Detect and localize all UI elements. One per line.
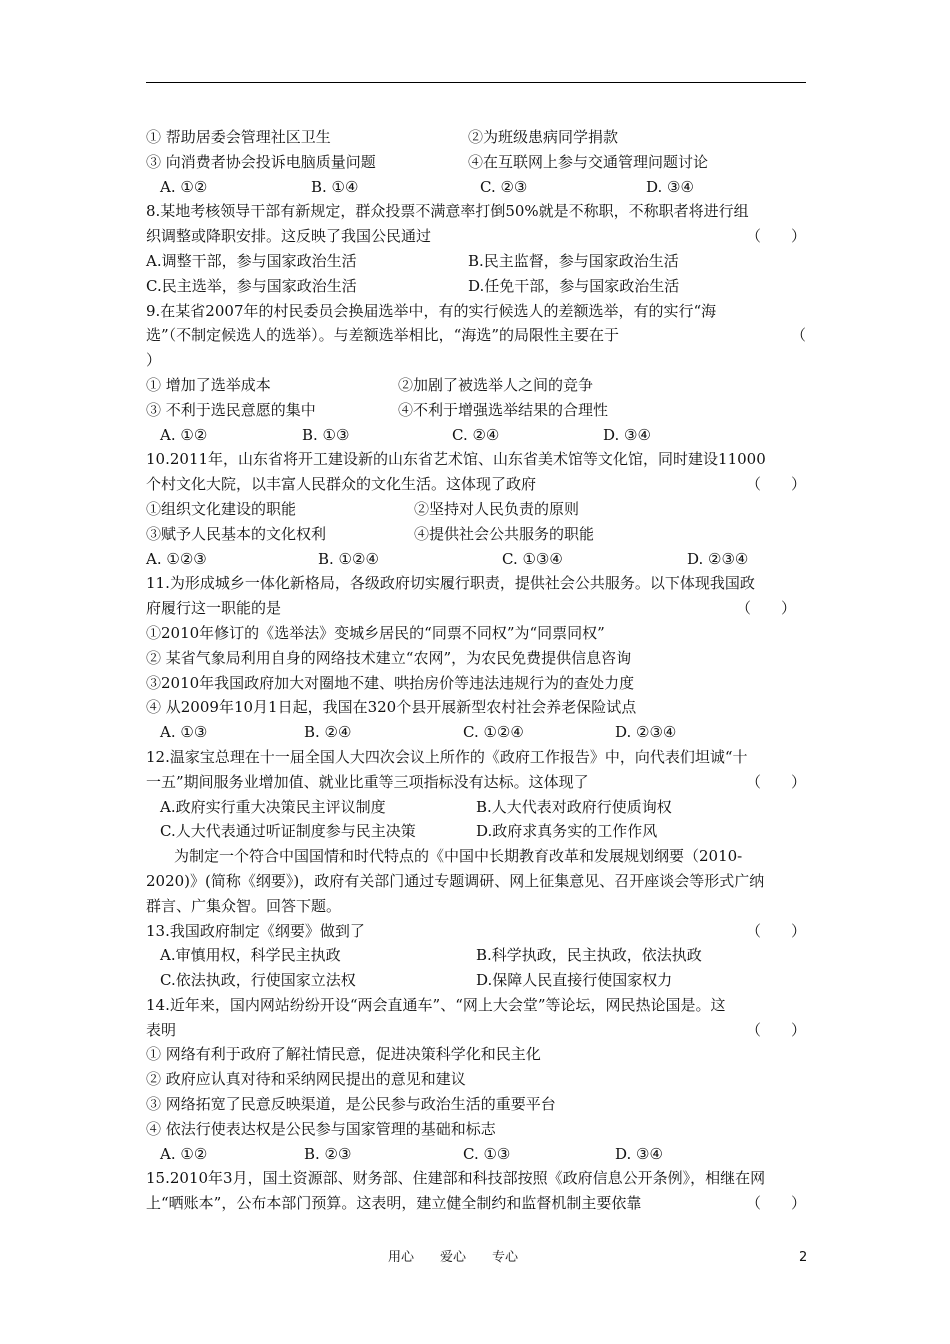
- option-cell: A.审慎用权，科学民主执政: [160, 946, 341, 965]
- text-line: [146, 869, 806, 894]
- option-cell: C. ①③: [463, 1144, 511, 1163]
- line-text: 织调整或降职安排。这反映了我国公民通过: [146, 227, 432, 246]
- option-cell: C.人大代表通过听证制度参与民主决策: [160, 822, 416, 841]
- text-line: [146, 1067, 806, 1092]
- option-cell: ④不利于增强选举结果的合理性: [398, 400, 609, 419]
- option-cell: ③ 不利于选民意愿的集中: [146, 400, 316, 419]
- option-cell: ③ 向消费者协会投诉电脑质量问题: [146, 152, 376, 171]
- text-line: [146, 621, 806, 646]
- option-cell: ②为班级患病同学捐款: [468, 128, 619, 146]
- option-cell: A. ①③: [160, 723, 208, 742]
- option-cell: D. ②③④: [687, 549, 749, 568]
- option-cell: C.依法执政，行使国家立法权: [160, 971, 356, 990]
- line-text: ③ 网络拓宽了民意反映渠道，是公民参与政治生活的重要平台: [146, 1095, 556, 1114]
- text-line: [146, 224, 806, 249]
- line-text: 13.我国政府制定《纲要》做到了: [146, 921, 365, 940]
- option-cell: B. ①④: [311, 177, 359, 196]
- option-cell: B.科学执政，民主执政，依法执政: [476, 946, 702, 965]
- line-text: ④ 依法行使表达权是公民参与国家管理的基础和标志: [146, 1119, 496, 1138]
- line-text: ② 政府应认真对待和采纳网民提出的意见和建议: [146, 1070, 466, 1089]
- line-text: 2020)》(简称《纲要》)，政府有关部门通过专题调研、网上征集意见、召开座谈会等形式广纳: [146, 871, 765, 890]
- page-number: 2: [799, 1250, 808, 1265]
- line-text: 群言、广集众智。回答下题。: [146, 896, 342, 915]
- option-cell: D. ②③④: [615, 723, 677, 742]
- footer-motto: 用心 爱心 专心: [388, 1250, 519, 1265]
- option-cell: A.调整干部，参与国家政治生活: [146, 251, 357, 270]
- line-text: 15.2010年3月，国土资源部、财务部、住建部和科技部按照《政府信息公开条例》，相继在网: [146, 1169, 766, 1188]
- option-cell: ②加剧了被选举人之间的竞争: [398, 375, 594, 394]
- line-text: 12.温家宝总理在十一届全国人大四次会议上所作的《政府工作报告》中，向代表们坦诚“十: [146, 747, 748, 766]
- line-text: ④ 从2009年10月1日起，我国在320个县开展新型农村社会养老保险试点: [146, 698, 637, 717]
- text-line: [146, 968, 806, 993]
- line-text: 表明: [146, 1020, 177, 1039]
- text-line: [146, 348, 806, 373]
- text-line: [146, 125, 806, 150]
- line-text: 10.2011年，山东省将开工建设新的山东省艺术馆、山东省美术馆等文化馆，同时建设11000: [146, 450, 766, 469]
- option-cell: A.政府实行重大决策民主评议制度: [160, 797, 386, 816]
- option-cell: D. ③④: [646, 177, 694, 196]
- option-cell: ④在互联网上参与交通管理问题讨论: [468, 152, 709, 171]
- text-line: [146, 299, 806, 324]
- answer-blank: （ ）: [735, 599, 796, 618]
- text-line: [146, 199, 806, 224]
- page-footer: [0, 1248, 950, 1268]
- text-line: [146, 671, 806, 696]
- text-line: [146, 522, 806, 547]
- text-line: [146, 274, 806, 299]
- line-text: 一五”期间服务业增加值、就业比重等三项指标没有达标。这体现了: [146, 772, 589, 791]
- text-line: [146, 1018, 806, 1043]
- line-text: 上“晒账本”，公布本部门预算。这表明，建立健全制约和监督机制主要依靠: [146, 1194, 642, 1213]
- text-line: [146, 943, 806, 968]
- text-line: [146, 571, 806, 596]
- option-cell: C. ②④: [452, 425, 500, 444]
- line-text: 选”（不制定候选人的选举）。与差额选举相比，“海选”的局限性主要在于: [146, 326, 620, 345]
- text-line: [146, 547, 806, 572]
- text-line: [146, 993, 806, 1018]
- option-cell: C. ②③: [480, 177, 528, 196]
- option-cell: C.民主选举，参与国家政治生活: [146, 276, 357, 295]
- line-text: 个村文化大院，以丰富人民群众的文化生活。这体现了政府: [146, 475, 537, 494]
- text-line: [146, 447, 806, 472]
- text-line: [146, 249, 806, 274]
- option-cell: ②坚持对人民负责的原则: [414, 499, 580, 518]
- text-line: [146, 745, 806, 770]
- line-text: ③2010年我国政府加大对圈地不建、哄抬房价等违法违规行为的查处力度: [146, 673, 635, 692]
- option-cell: B. ②④: [304, 723, 352, 742]
- option-cell: ③赋予人民基本的文化权利: [146, 524, 327, 543]
- answer-blank: （ ）: [745, 772, 806, 791]
- text-line: [146, 646, 806, 671]
- option-cell: B. ①②④: [318, 549, 379, 568]
- option-cell: C. ①③④: [502, 549, 563, 568]
- line-text: ① 网络有利于政府了解社情民意，促进决策科学化和民主化: [146, 1045, 541, 1064]
- line-text: ）: [146, 351, 162, 370]
- option-cell: D.政府求真务实的工作作风: [476, 822, 658, 841]
- option-cell: D.保障人民直接行使国家权力: [476, 971, 673, 990]
- option-cell: D.任免干部，参与国家政治生活: [468, 276, 680, 295]
- line-text: 9.在某省2007年的村民委员会换届选举中，有的实行候选人的差额选举，有的实行“海: [146, 301, 717, 320]
- answer-blank: （: [790, 326, 806, 345]
- text-line: [146, 844, 806, 869]
- option-cell: ④提供社会公共服务的职能: [414, 524, 595, 543]
- answer-blank: （ ）: [745, 227, 806, 246]
- text-line: [146, 894, 806, 919]
- line-text: 府履行这一职能的是: [146, 599, 282, 618]
- option-cell: ① 增加了选举成本: [146, 375, 271, 394]
- text-line: [146, 1042, 806, 1067]
- text-line: [146, 497, 806, 522]
- text-line: [146, 720, 806, 745]
- text-line: [146, 919, 806, 944]
- header-rule: [146, 82, 806, 83]
- text-line: [146, 1191, 806, 1216]
- text-line: [146, 423, 806, 448]
- text-line: [146, 150, 806, 175]
- line-text: ①2010年修订的《选举法》变城乡居民的“同票不同权”为“同票同权”: [146, 623, 605, 642]
- text-line: [146, 795, 806, 820]
- text-line: [146, 323, 806, 348]
- text-line: [146, 596, 806, 621]
- line-text: 为制定一个符合中国国情和时代特点的《中国中长期教育改革和发展规划纲要（2010-: [174, 847, 743, 866]
- text-line: [146, 1142, 806, 1167]
- option-cell: B. ②③: [304, 1144, 352, 1163]
- text-line: [146, 770, 806, 795]
- option-cell: ① 帮助居委会管理社区卫生: [146, 128, 331, 146]
- text-line: [146, 1092, 806, 1117]
- line-text: 11.为形成城乡一体化新格局，各级政府切实履行职责，提供社会公共服务。以下体现我国政: [146, 574, 755, 593]
- text-line: [146, 398, 806, 423]
- option-cell: D. ③④: [615, 1144, 663, 1163]
- text-line: [146, 373, 806, 398]
- text-line: [146, 175, 806, 200]
- text-line: [146, 819, 806, 844]
- option-cell: ①组织文化建设的职能: [146, 499, 297, 518]
- answer-blank: （ ）: [745, 475, 806, 494]
- question-content: [146, 125, 806, 1216]
- line-text: ② 某省气象局利用自身的网络技术建立“农网”，为农民免费提供信息咨询: [146, 648, 632, 667]
- option-cell: D. ③④: [603, 425, 651, 444]
- text-line: [146, 695, 806, 720]
- option-cell: A. ①②③: [146, 549, 207, 568]
- line-text: 8.某地考核领导干部有新规定，群众投票不满意率打倒50%就是不称职，不称职者将进行组: [146, 202, 749, 221]
- text-line: [146, 1166, 806, 1191]
- text-line: [146, 472, 806, 497]
- option-cell: A. ①②: [160, 177, 208, 196]
- option-cell: A. ①②: [160, 1144, 208, 1163]
- option-cell: B.民主监督，参与国家政治生活: [468, 251, 679, 270]
- answer-blank: （ ）: [745, 1020, 806, 1039]
- option-cell: A. ①②: [160, 425, 208, 444]
- option-cell: B. ①③: [302, 425, 350, 444]
- text-line: [146, 1117, 806, 1142]
- answer-blank: （ ）: [745, 921, 806, 940]
- answer-blank: （ ）: [745, 1194, 806, 1213]
- option-cell: B.人大代表对政府行使质询权: [476, 797, 672, 816]
- line-text: 14.近年来，国内网站纷纷开设“两会直通车”、“网上大会堂”等论坛，网民热论国是。这: [146, 995, 726, 1014]
- option-cell: C. ①②④: [463, 723, 524, 742]
